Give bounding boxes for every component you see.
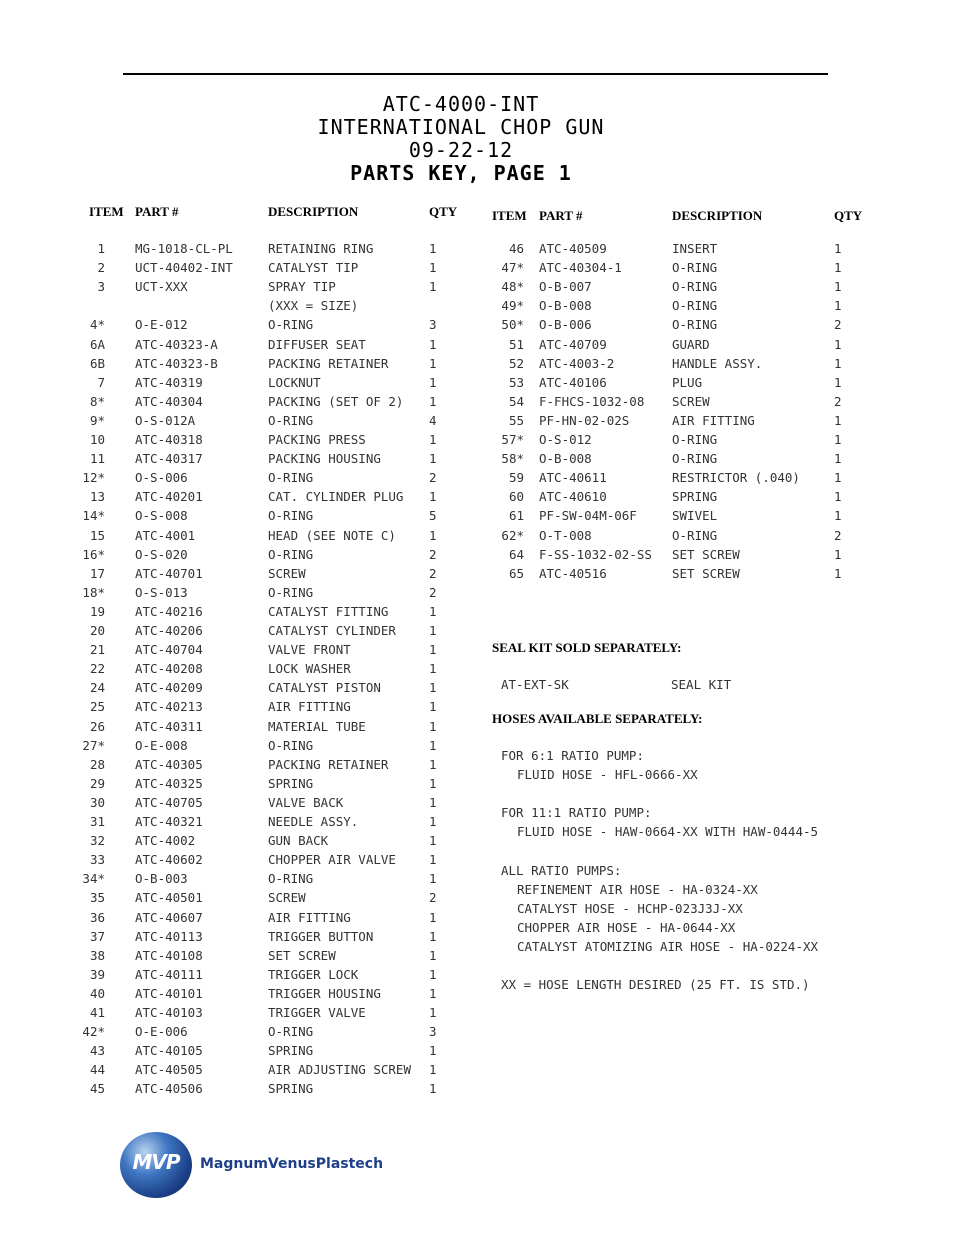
cell-desc: SET SCREW (672, 546, 740, 562)
cell-item: 44 (89, 1062, 105, 1078)
cell-part: ATC-40105 (135, 1043, 203, 1059)
cell-desc: HEAD (SEE NOTE C) (268, 527, 396, 543)
cell-desc: RETAINING RING (268, 241, 374, 256)
cell-qty: 1 (429, 814, 437, 829)
cell-part: F-FHCS-1032-08 (539, 393, 645, 409)
cell-part: ATC-40106 (539, 374, 607, 390)
cell-part: O-B-007 (539, 279, 592, 295)
cell-desc: PLUG (672, 374, 703, 390)
cell-qty: 1 (834, 432, 842, 447)
cell-part: O-E-012 (135, 317, 188, 333)
cell-qty: 1 (429, 928, 437, 944)
cell-item: 28 (89, 756, 105, 772)
cell-item: 53 (508, 374, 524, 390)
cell-qty: 1 (429, 623, 437, 638)
cell-qty: 4 (429, 412, 437, 428)
cell-item: 32 (89, 833, 105, 849)
cell-qty: 3 (429, 1024, 437, 1040)
cell-desc: O-RING (268, 508, 314, 524)
cell-part: F-SS-1032-02-SS (539, 546, 652, 562)
cell-item: 40 (89, 985, 105, 1001)
cell-qty: 1 (429, 794, 437, 810)
company-logo (120, 1132, 410, 1198)
cell-item: 46 (508, 241, 524, 256)
cell-part: ATC-40505 (135, 1062, 203, 1078)
cell-desc: AIR FITTING (268, 699, 351, 715)
cell-item: 59 (508, 470, 524, 486)
cell-qty: 1 (429, 718, 437, 734)
cell-qty: 1 (429, 603, 437, 619)
cell-part: ATC-40216 (135, 603, 203, 619)
cell-item: 21 (89, 642, 105, 658)
cell-part: ATC-40516 (539, 565, 607, 581)
cell-qty: 1 (429, 775, 437, 791)
cell-qty: 1 (834, 374, 842, 390)
cell-desc: O-RING (672, 451, 718, 467)
cell-part: ATC-4002 (135, 833, 196, 849)
cell-qty: 2 (429, 546, 437, 562)
cell-item: 25 (89, 699, 105, 715)
cell-item: 55 (508, 412, 524, 428)
cell-item: 7 (97, 374, 105, 390)
cell-part: O-B-006 (539, 317, 592, 333)
cell-qty: 1 (834, 336, 842, 352)
cell-part: ATC-40705 (135, 794, 203, 810)
cell-qty: 3 (429, 317, 437, 333)
cell-item: 61 (508, 508, 524, 524)
cell-desc: PACKING HOUSING (268, 451, 381, 467)
cell-desc: SPRING (268, 1081, 314, 1097)
cell-qty: 1 (429, 852, 437, 868)
cell-desc: O-RING (268, 546, 314, 562)
cell-qty: 1 (429, 680, 437, 696)
cell-qty: 1 (429, 699, 437, 715)
cell-item: 48* (501, 279, 524, 295)
cell-desc: MATERIAL TUBE (268, 718, 366, 734)
cell-desc: (XXX = SIZE) (268, 298, 359, 314)
cell-desc: O-RING (268, 737, 314, 753)
cell-part: ATC-40304 (135, 393, 203, 409)
cell-qty: 1 (429, 1043, 437, 1059)
cell-part: ATC-40325 (135, 775, 203, 791)
cell-desc: CATALYST TIP (268, 260, 359, 276)
right-header-part: PART # (539, 208, 583, 223)
cell-qty: 1 (834, 546, 842, 562)
cell-desc: O-RING (268, 871, 314, 887)
cell-desc: AIR ADJUSTING SCREW (268, 1062, 411, 1078)
cell-qty: 1 (429, 336, 437, 352)
cell-item: 42* (82, 1024, 105, 1040)
cell-part: ATC-40607 (135, 909, 203, 925)
cell-qty: 1 (834, 260, 842, 276)
cell-qty: 2 (429, 584, 437, 600)
cell-item: 10 (89, 432, 105, 447)
cell-item: 54 (508, 393, 524, 409)
cell-qty: 1 (429, 393, 437, 409)
cell-desc: O-RING (268, 412, 314, 428)
cell-item: 38 (89, 947, 105, 963)
cell-desc: O-RING (672, 260, 718, 276)
cell-part: ATC-40323-A (135, 336, 218, 352)
cell-desc: O-RING (672, 527, 718, 543)
cell-desc: CATALYST PISTON (268, 680, 381, 696)
cell-item: 49* (501, 298, 524, 314)
title-line: PARTS KEY, PAGE 1 (350, 161, 572, 185)
cell-part: ATC-40305 (135, 756, 203, 772)
right-header-description: DESCRIPTION (672, 208, 763, 223)
cell-part: ATC-40509 (539, 241, 607, 256)
right-header-qty: QTY (834, 208, 863, 223)
cell-item: 9* (89, 412, 105, 428)
cell-part: O-S-012A (135, 412, 196, 428)
cell-qty: 1 (834, 565, 842, 581)
cell-item: 17 (89, 565, 105, 581)
cell-desc: SET SCREW (268, 947, 336, 963)
cell-desc: SCREW (672, 393, 710, 409)
cell-qty: 1 (429, 1062, 437, 1078)
cell-part: ATC-40208 (135, 661, 203, 677)
cell-qty: 1 (429, 756, 437, 772)
cell-item: 60 (508, 489, 524, 505)
cell-qty: 1 (429, 1081, 437, 1097)
left-header-part: PART # (135, 204, 179, 219)
cell-item: 43 (89, 1043, 105, 1059)
cell-qty: 1 (834, 279, 842, 295)
hoses-heading: HOSES AVAILABLE SEPARATELY: (492, 711, 703, 726)
cell-qty: 1 (429, 985, 437, 1001)
hose-line: ALL RATIO PUMPS: (501, 862, 622, 878)
cell-item: 37 (89, 928, 105, 944)
hose-line: CATALYST HOSE - HCHP-023J3J-XX (517, 900, 743, 916)
cell-desc: TRIGGER LOCK (268, 966, 359, 982)
hose-line: FLUID HOSE - HFL-0666-XX (517, 767, 698, 783)
cell-part: PF-HN-02-02S (539, 412, 630, 428)
hose-line: XX = HOSE LENGTH DESIRED (25 FT. IS STD.) (501, 977, 810, 993)
cell-item: 57* (501, 432, 524, 447)
cell-qty: 1 (429, 947, 437, 963)
cell-item: 6A (89, 336, 105, 352)
cell-part: ATC-40108 (135, 947, 203, 963)
cell-qty: 1 (834, 241, 842, 256)
cell-qty: 1 (429, 661, 437, 677)
cell-part: O-B-008 (539, 298, 592, 314)
cell-desc: CAT. CYLINDER PLUG (268, 489, 404, 505)
cell-item: 3 (97, 279, 105, 295)
cell-desc: SCREW (268, 890, 306, 906)
cell-qty: 1 (834, 412, 842, 428)
cell-item: 20 (89, 623, 105, 638)
cell-part: ATC-40701 (135, 565, 203, 581)
cell-qty: 2 (429, 565, 437, 581)
cell-part: ATC-40304-1 (539, 260, 622, 276)
cell-part: ATC-40321 (135, 814, 203, 829)
cell-item: 36 (89, 909, 105, 925)
cell-desc: DIFFUSER SEAT (268, 336, 366, 352)
hose-line: CATALYST ATOMIZING AIR HOSE - HA-0224-XX (517, 939, 819, 954)
cell-part: ATC-40709 (539, 336, 607, 352)
cell-desc: VALVE BACK (268, 794, 344, 810)
cell-desc: GUN BACK (268, 833, 329, 849)
cell-part: ATC-40113 (135, 928, 203, 944)
cell-item: 11 (89, 451, 105, 467)
cell-item: 58* (501, 451, 524, 467)
cell-item: 8* (89, 393, 105, 409)
cell-part: O-E-008 (135, 737, 188, 753)
cell-part: ATC-40323-B (135, 355, 218, 371)
cell-part: UCT-40402-INT (135, 260, 233, 276)
cell-item: 65 (508, 565, 524, 581)
cell-qty: 2 (429, 470, 437, 486)
cell-item: 50* (501, 317, 524, 333)
cell-desc: LOCKNUT (268, 374, 321, 390)
cell-desc: GUARD (672, 336, 710, 352)
cell-desc: INSERT (672, 241, 718, 256)
cell-part: ATC-40103 (135, 1005, 203, 1020)
cell-qty: 2 (834, 527, 842, 543)
cell-desc: RESTRICTOR (.040) (672, 470, 800, 486)
cell-qty: 1 (834, 508, 842, 524)
cell-qty: 1 (834, 451, 842, 467)
cell-qty: 1 (429, 241, 437, 256)
hose-line: CHOPPER AIR HOSE - HA-0644-XX (517, 919, 736, 935)
cell-desc: TRIGGER HOUSING (268, 985, 381, 1001)
cell-desc: O-RING (268, 317, 314, 333)
cell-desc: AIR FITTING (268, 909, 351, 925)
cell-part: UCT-XXX (135, 279, 188, 295)
cell-desc: SET SCREW (672, 565, 740, 581)
cell-part: ATC-4003-2 (539, 355, 615, 371)
hose-line: FLUID HOSE - HAW-0664-XX WITH HAW-0444-5 (517, 824, 819, 840)
cell-item: 22 (89, 661, 105, 677)
cell-item: 1 (97, 241, 105, 256)
cell-item: 29 (89, 775, 105, 791)
cell-qty: 1 (429, 260, 437, 276)
cell-desc: O-RING (672, 432, 718, 447)
cell-qty: 1 (429, 642, 437, 658)
title-line: ATC-4000-INT (382, 92, 540, 116)
seal-kit-part: AT-EXT-SK (501, 677, 569, 692)
cell-desc: O-RING (268, 470, 314, 486)
cell-part: O-T-008 (539, 527, 592, 543)
logo-company-name: MagnumVenusPlastech (200, 1156, 384, 1172)
cell-desc: SPRING (672, 489, 718, 505)
hose-line: REFINEMENT AIR HOSE - HA-0324-XX (517, 881, 758, 897)
cell-qty: 1 (429, 1005, 437, 1020)
cell-qty: 1 (429, 833, 437, 849)
cell-desc: CATALYST CYLINDER (268, 623, 396, 638)
cell-qty: 2 (429, 890, 437, 906)
cell-qty: 1 (429, 355, 437, 371)
cell-item: 14* (82, 508, 105, 524)
cell-item: 26 (89, 718, 105, 734)
cell-part: ATC-40506 (135, 1081, 203, 1097)
cell-desc: AIR FITTING (672, 412, 755, 428)
cell-desc: CHOPPER AIR VALVE (268, 852, 396, 868)
cell-qty: 1 (429, 966, 437, 982)
cell-desc: SPRAY TIP (268, 279, 336, 295)
cell-item: 41 (89, 1005, 105, 1020)
cell-qty: 1 (429, 489, 437, 505)
cell-part: ATC-40501 (135, 890, 203, 906)
cell-part: ATC-40206 (135, 623, 203, 638)
cell-item: 52 (508, 355, 524, 371)
top-rule (123, 73, 828, 75)
right-header-item: ITEM (492, 208, 527, 223)
cell-desc: VALVE FRONT (268, 642, 351, 658)
cell-qty: 1 (429, 909, 437, 925)
cell-qty: 1 (429, 451, 437, 467)
cell-item: 45 (89, 1081, 105, 1097)
cell-part: O-S-006 (135, 470, 188, 486)
cell-qty: 5 (429, 508, 437, 524)
cell-part: ATC-40209 (135, 680, 203, 696)
cell-part: ATC-40213 (135, 699, 203, 715)
cell-part: ATC-40611 (539, 470, 607, 486)
cell-part: O-S-008 (135, 508, 188, 524)
cell-item: 18* (82, 584, 105, 600)
seal-kit-description: SEAL KIT (671, 677, 732, 692)
cell-desc: NEEDLE ASSY. (268, 814, 359, 829)
cell-desc: PACKING (SET OF 2) (268, 393, 404, 409)
cell-qty: 2 (834, 393, 842, 409)
cell-qty: 1 (429, 527, 437, 543)
cell-item: 47* (501, 260, 524, 276)
cell-item: 19 (89, 603, 105, 619)
cell-part: ATC-40201 (135, 489, 203, 505)
cell-desc: PACKING PRESS (268, 432, 366, 447)
cell-item: 13 (89, 489, 105, 505)
cell-desc: O-RING (672, 298, 718, 314)
cell-item: 24 (89, 680, 105, 696)
cell-part: ATC-40318 (135, 432, 203, 447)
cell-part: ATC-40311 (135, 718, 203, 734)
cell-desc: O-RING (672, 279, 718, 295)
mvp-badge-icon (120, 1132, 192, 1198)
cell-item: 16* (82, 546, 105, 562)
left-header-description: DESCRIPTION (268, 204, 359, 219)
cell-desc: SCREW (268, 565, 306, 581)
cell-qty: 1 (429, 871, 437, 887)
cell-desc: TRIGGER VALVE (268, 1005, 366, 1020)
cell-part: ATC-40101 (135, 985, 203, 1001)
cell-part: O-E-006 (135, 1024, 188, 1040)
cell-part: ATC-40704 (135, 642, 203, 658)
cell-item: 34* (82, 871, 105, 887)
cell-part: ATC-4001 (135, 527, 196, 543)
title-line: 09-22-12 (408, 138, 514, 162)
logo-badge-text: MVP (132, 1150, 180, 1174)
cell-desc: CATALYST FITTING (268, 603, 389, 619)
cell-desc: O-RING (672, 317, 718, 333)
cell-qty: 1 (429, 432, 437, 447)
cell-item: 33 (89, 852, 105, 868)
cell-part: ATC-40317 (135, 451, 203, 467)
cell-item: 12* (82, 470, 105, 486)
hose-line: FOR 6:1 RATIO PUMP: (501, 748, 644, 763)
left-header-qty: QTY (429, 204, 458, 219)
cell-part: O-B-003 (135, 871, 188, 887)
cell-part: O-S-020 (135, 546, 188, 562)
cell-item: 51 (508, 336, 524, 352)
cell-qty: 1 (429, 737, 437, 753)
cell-qty: 1 (429, 374, 437, 390)
cell-item: 6B (89, 355, 105, 371)
cell-qty: 2 (834, 317, 842, 333)
hose-line: FOR 11:1 RATIO PUMP: (501, 805, 652, 821)
cell-desc: O-RING (268, 1024, 314, 1040)
cell-part: O-S-012 (539, 432, 592, 447)
cell-item: 2 (97, 260, 105, 276)
cell-part: MG-1018-CL-PL (135, 241, 233, 256)
cell-part: ATC-40319 (135, 374, 203, 390)
cell-desc: SPRING (268, 1043, 314, 1059)
cell-item: 27* (82, 737, 105, 753)
cell-part: PF-SW-04M-06F (539, 508, 637, 524)
cell-desc: LOCK WASHER (268, 661, 351, 677)
cell-qty: 1 (834, 298, 842, 314)
cell-desc: PACKING RETAINER (268, 355, 389, 371)
cell-qty: 1 (429, 279, 437, 295)
cell-qty: 1 (834, 355, 842, 371)
cell-part: ATC-40610 (539, 489, 607, 505)
cell-desc: O-RING (268, 584, 314, 600)
cell-item: 64 (508, 546, 524, 562)
cell-desc: HANDLE ASSY. (672, 355, 763, 371)
cell-item: 4* (89, 317, 105, 333)
cell-part: ATC-40111 (135, 966, 203, 982)
cell-part: O-S-013 (135, 584, 188, 600)
cell-desc: SPRING (268, 775, 314, 791)
cell-item: 35 (89, 890, 105, 906)
cell-desc: SWIVEL (672, 508, 718, 524)
seal-kit-heading: SEAL KIT SOLD SEPARATELY: (492, 640, 682, 655)
cell-item: 39 (89, 966, 105, 982)
cell-qty: 1 (834, 470, 842, 486)
cell-desc: PACKING RETAINER (268, 756, 389, 772)
cell-item: 31 (89, 814, 105, 829)
cell-part: ATC-40602 (135, 852, 203, 868)
cell-part: O-B-008 (539, 451, 592, 467)
cell-item: 30 (89, 794, 105, 810)
cell-item: 15 (89, 527, 105, 543)
cell-qty: 1 (834, 489, 842, 505)
title-line: INTERNATIONAL CHOP GUN (317, 115, 605, 139)
cell-desc: TRIGGER BUTTON (268, 928, 374, 944)
cell-item: 62* (501, 527, 524, 543)
left-header-item: ITEM (89, 204, 124, 219)
